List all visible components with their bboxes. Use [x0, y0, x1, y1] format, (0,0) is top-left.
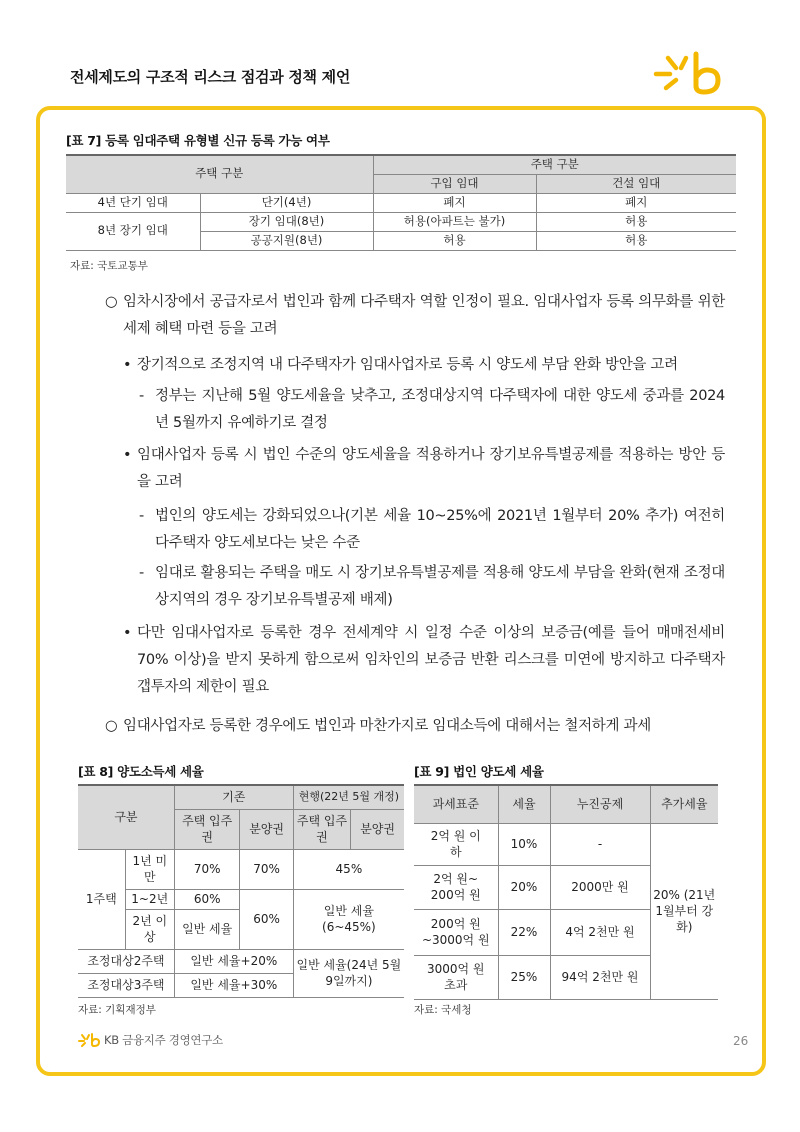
t9-header-base: 과세표준	[414, 785, 498, 823]
t9-header-rate: 세율	[498, 785, 550, 823]
bullet-1	[123, 352, 725, 379]
dash-bullet-icon: -	[139, 565, 144, 581]
t9-cell: 4억 2천만 원	[550, 909, 650, 955]
t8-cell: 조정대상3주택	[78, 973, 174, 997]
paragraph-text: 임차시장에서 공급자로서 법인과 함께 다주택자 역할 인정이 필요. 임대사업자 등록 의무화를 위한 세제 혜택 마련 등을 고려	[123, 294, 725, 337]
kb-star-logo-icon	[652, 48, 728, 98]
t9-cell: 10%	[498, 823, 550, 865]
dot-bullet-icon: •	[123, 625, 132, 641]
t8-header-house-now: 주택 입주권	[293, 809, 350, 849]
t8-cell: 1년 미만	[125, 849, 174, 889]
t9-cell: 22%	[498, 909, 550, 955]
dash-2	[139, 503, 725, 557]
t8-cell: 60%	[240, 889, 293, 949]
t8-cell: 45%	[293, 849, 404, 889]
t9-cell: 20% (21년 1월부터 강화)	[650, 823, 718, 999]
t7-cell: 4년 단기 임대	[66, 193, 200, 212]
t7-cell: 허용(아파트는 불가)	[373, 212, 536, 231]
table7	[66, 154, 736, 251]
t7-header-type: 주택 구분	[66, 155, 373, 193]
t7-header-purchase: 구입 임대	[373, 174, 536, 193]
circle-bullet-icon: ○	[105, 294, 118, 310]
table-row	[66, 193, 736, 212]
table8-source: 자료: 기획재정부	[78, 1004, 156, 1016]
table-row	[414, 823, 718, 865]
t8-header-presale-now: 분양권	[351, 809, 404, 849]
t8-cell: 일반 세율+30%	[174, 973, 293, 997]
t8-cell: 일반 세율 (6~45%)	[293, 889, 404, 949]
t7-cell: 폐지	[536, 193, 736, 212]
dash-text: 정부는 지난해 5월 양도세율을 낮추고, 조정대상지역 다주택자에 대한 양도세 중과를 2024년 5월까지 유예하기로 결정	[155, 388, 725, 431]
bullet-text: 임대사업자 등록 시 법인 수준의 양도세율을 적용하거나 장기보유특별공제를 적용하는 방안 등을 고려	[137, 447, 725, 490]
footer-brand-text: KB 금융지주 경영연구소	[104, 1033, 223, 1047]
t7-cell: 폐지	[373, 193, 536, 212]
dash-text: 임대로 활용되는 주택을 매도 시 장기보유특별공제를 적용해 양도세 부담을 완화(현재 조정대상지역의 경우 장기보유특별공제 배제)	[155, 565, 725, 608]
bullet-3	[123, 620, 725, 701]
t9-header-extra: 추가세율	[650, 785, 718, 823]
t7-cell: 8년 장기 임대	[66, 212, 200, 250]
t7-cell: 허용	[373, 231, 536, 250]
t7-cell: 허용	[536, 212, 736, 231]
t8-header-before: 기존	[174, 785, 293, 809]
table9	[414, 784, 718, 1000]
t8-cell: 일반 세율	[174, 909, 240, 949]
dash-1	[139, 383, 725, 437]
table-row	[66, 212, 736, 231]
table-row	[78, 889, 404, 909]
t9-cell: 200억 원 ~3000억 원	[414, 909, 498, 955]
dash-bullet-icon: -	[139, 508, 144, 524]
page-number: 26	[733, 1034, 749, 1048]
t9-cell: 25%	[498, 955, 550, 999]
table7-source: 자료: 국토교통부	[70, 260, 148, 272]
bullet-text: 다만 임대사업자로 등록한 경우 전세계약 시 일정 수준 이상의 보증금(예를 들어 매매전세비 70% 이상)을 받지 못하게 함으로써 임차인의 보증금 반환 리스크를 미연에 방지하고 다주택자 갭투자의 제한이 필요	[137, 625, 725, 695]
kb-small-logo-icon	[78, 1033, 100, 1047]
t9-cell: 20%	[498, 865, 550, 909]
t9-cell: 2억 원 이하	[414, 823, 498, 865]
t8-cell: 1주택	[78, 849, 125, 949]
document-header-title: 전세제도의 구조적 리스크 점검과 정책 제언	[70, 68, 351, 86]
t8-cell: 60%	[174, 889, 240, 909]
t8-cell: 70%	[174, 849, 240, 889]
dot-bullet-icon: •	[123, 357, 132, 373]
t9-cell: -	[550, 823, 650, 865]
table8-caption: [표 8] 양도소득세 세율	[78, 764, 204, 779]
t7-cell: 단기(4년)	[200, 193, 373, 212]
dash-3	[139, 560, 725, 614]
t8-cell: 일반 세율+20%	[174, 949, 293, 973]
paragraph-circle-2	[105, 713, 725, 740]
t8-cell: 일반 세율(24년 5월 9일까지)	[293, 949, 404, 997]
t8-cell: 1~2년	[125, 889, 174, 909]
t9-cell: 3000억 원 초과	[414, 955, 498, 999]
bullet-text: 장기적으로 조정지역 내 다주택자가 임대사업자로 등록 시 양도세 부담 완화 방안을 고려	[137, 357, 678, 373]
table-row	[78, 849, 404, 889]
paragraph-text: 임대사업자로 등록한 경우에도 법인과 마찬가지로 임대소득에 대해서는 철저하게 과세	[123, 718, 651, 734]
t8-header-presale: 분양권	[240, 809, 293, 849]
t8-header-now: 현행(22년 5월 개정)	[293, 785, 404, 809]
t9-header-deduct: 누진공제	[550, 785, 650, 823]
t8-cell: 조정대상2주택	[78, 949, 174, 973]
footer-logo	[78, 1032, 223, 1048]
table8	[78, 784, 404, 998]
table-row	[78, 949, 404, 973]
table9-caption: [표 9] 법인 양도세 세율	[414, 764, 544, 779]
t7-cell: 허용	[536, 231, 736, 250]
dash-bullet-icon: -	[139, 388, 144, 404]
table7-caption: [표 7] 등록 임대주택 유형별 신규 등록 가능 여부	[66, 133, 330, 148]
dash-text: 법인의 양도세는 강화되었으나(기본 세율 10~25%에 2021년 1월부터 20% 추가) 여전히 다주택자 양도세보다는 낮은 수준	[155, 508, 725, 551]
bullet-2	[123, 442, 725, 496]
t8-cell: 2년 이상	[125, 909, 174, 949]
t7-cell: 공공지원(8년)	[200, 231, 373, 250]
t9-cell: 2억 원~ 200억 원	[414, 865, 498, 909]
table9-source: 자료: 국세청	[414, 1004, 472, 1016]
t8-header-house: 주택 입주권	[174, 809, 240, 849]
t8-cell: 70%	[240, 849, 293, 889]
t9-cell: 2000만 원	[550, 865, 650, 909]
t7-header-group: 주택 구분	[373, 155, 736, 174]
t7-header-build: 건설 임대	[536, 174, 736, 193]
t9-cell: 94억 2천만 원	[550, 955, 650, 999]
dot-bullet-icon: •	[123, 447, 132, 463]
circle-bullet-icon: ○	[105, 718, 118, 734]
paragraph-circle-1	[105, 289, 725, 343]
t7-cell: 장기 임대(8년)	[200, 212, 373, 231]
t8-header-gubun: 구분	[78, 785, 174, 849]
